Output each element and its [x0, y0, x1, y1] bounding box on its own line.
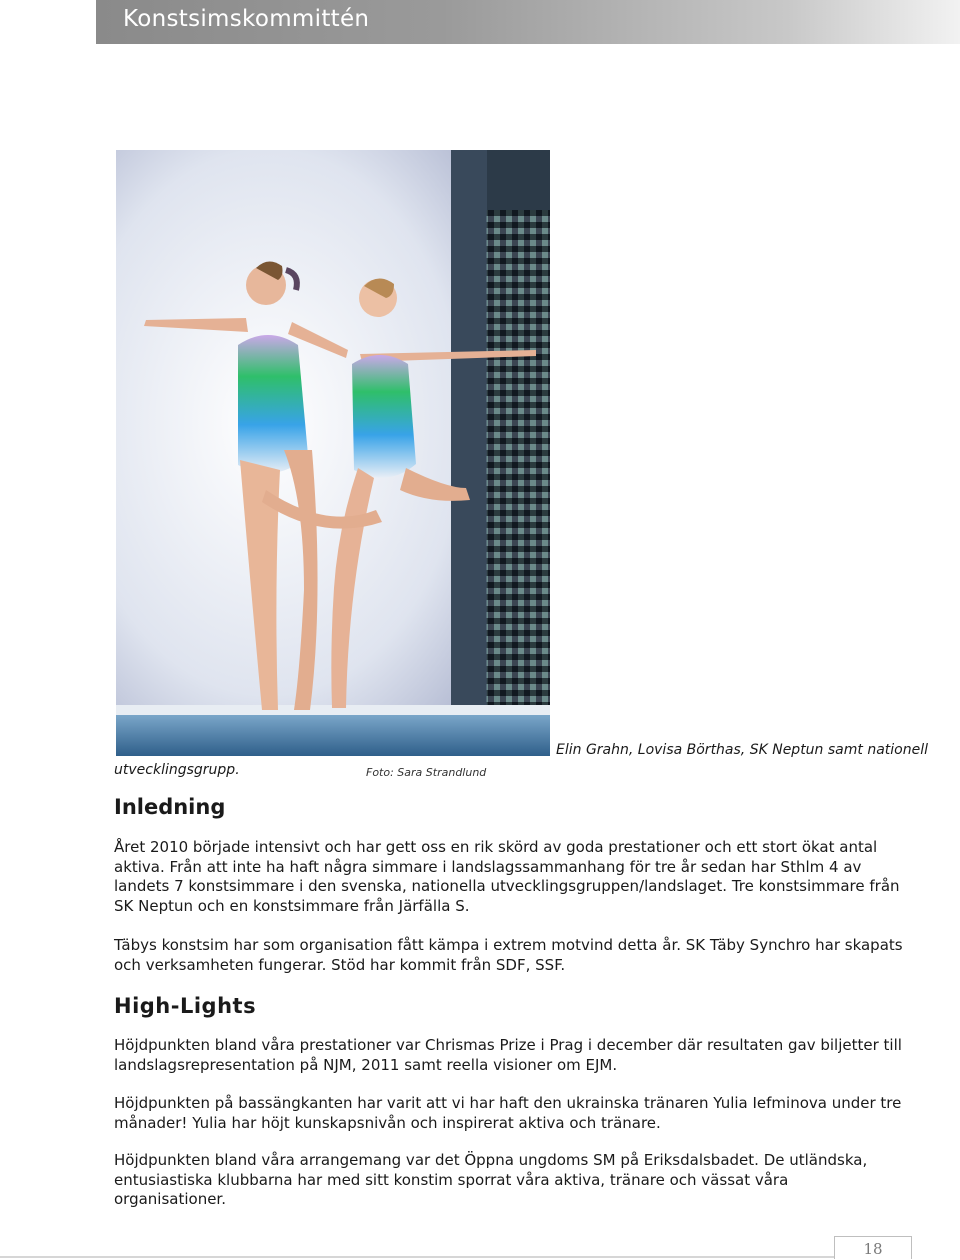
page-number: 18 [863, 1240, 883, 1258]
paragraph: Året 2010 började intensivt och har gett oss en rik skörd av goda prestationer och ett stort ökat antal aktiva. Från att inte ha haft några simmare i landslagssammanhang för tre år sedan har Sthlm 4 av landets 7 konstsimmare i den svenska, nationella utvecklingsgruppen/landslaget. Tre konstsimmare från SK Neptun och en konstsimmare från Järfälla S. [114, 838, 900, 915]
paragraph: Höjdpunkten bland våra prestationer var Chrismas Prize i Prag i december där resultaten gav biljetter till landslagsrepresentation på NJM, 2011 samt reella visioner om EJM. [114, 1036, 902, 1074]
section-heading-inledning: Inledning [114, 795, 226, 819]
photo-caption-continued: utvecklingsgrupp. [114, 762, 240, 778]
page-header-title: Konstsimskommittén [123, 6, 370, 32]
paragraph: Täbys konstsim har som organisation fått kämpa i extrem motvind detta år. SK Täby Synchro har skapats och verksamheten fungerar. Stöd har kommit från SDF, SSF. [114, 936, 903, 974]
section-heading-high-lights: High-Lights [114, 994, 257, 1018]
footer-divider [0, 1256, 836, 1258]
photo-caption: Elin Grahn, Lovisa Börthas, SK Neptun samt nationell [556, 742, 928, 758]
paragraph: Höjdpunkten på bassängkanten har varit att vi har haft den ukrainska tränaren Yulia Iefminova under tre månader! Yulia har höjt kunskapsnivån och inspirerat aktiva och tränare. [114, 1094, 902, 1132]
paragraph: Höjdpunkten bland våra arrangemang var det Öppna ungdoms SM på Eriksdalsbadet. De utländska, entusiastiska klubbarna har med sitt konstim sporrat våra aktiva, tränare och vässat våra organisationer. [114, 1151, 868, 1209]
synchro-swimmers-photo [116, 150, 550, 756]
photo-credit: Foto: Sara Strandlund [366, 766, 487, 779]
